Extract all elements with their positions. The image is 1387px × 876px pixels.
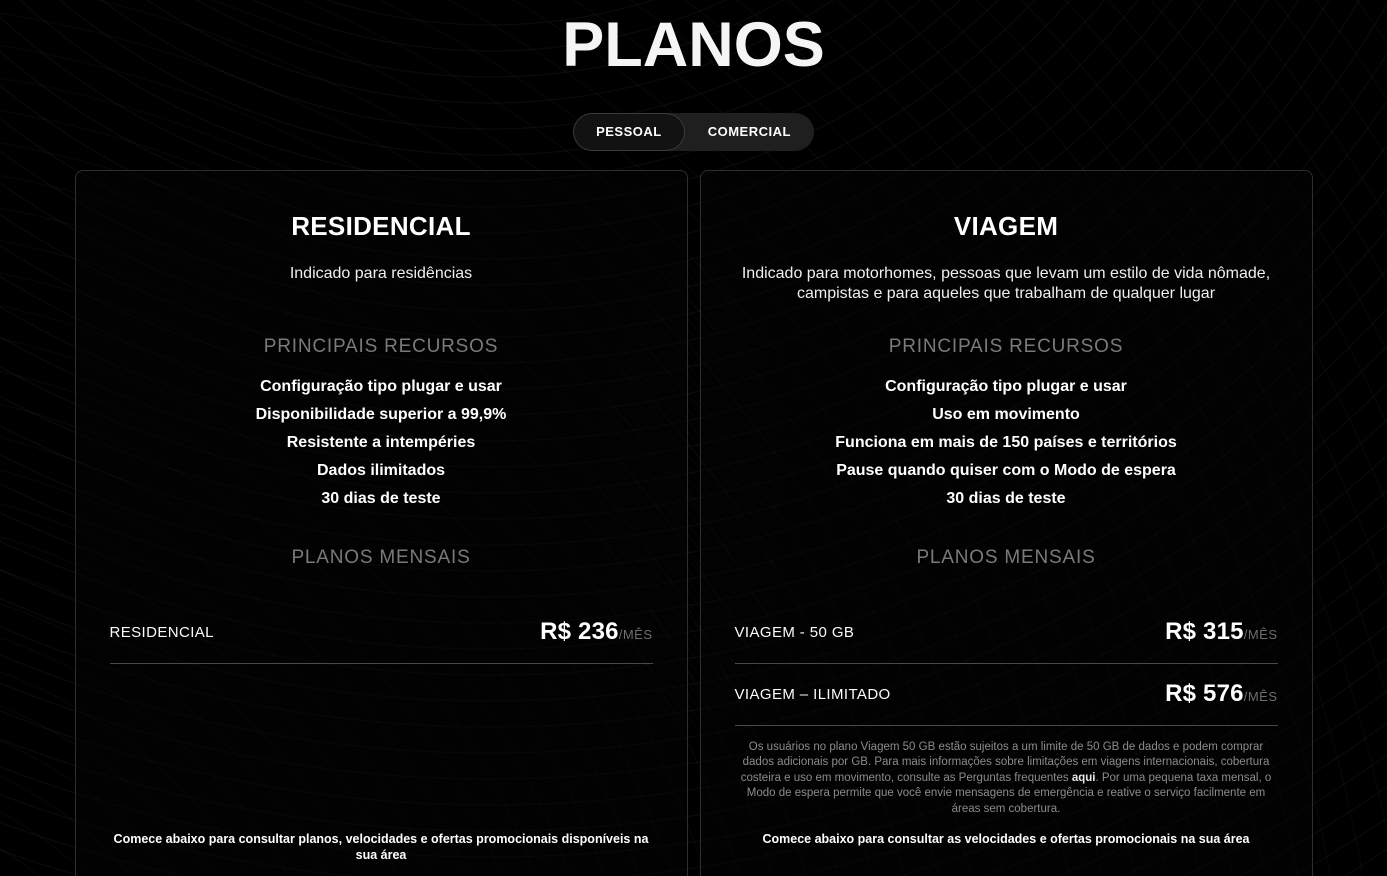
price-value: R$ 236 (540, 618, 619, 646)
feature-item: Dados ilimitados (316, 461, 446, 479)
plan-name: VIAGEM – ILIMITADO (734, 685, 891, 703)
feature-item: Configuração tipo plugar e usar (260, 377, 502, 395)
price-period: /MÊS (1243, 689, 1278, 705)
plan-row-viagem-ilimitado (735, 664, 1278, 726)
plan-row-viagem-50gb (735, 602, 1278, 664)
features-heading: PRINCIPAIS RECURSOS (888, 335, 1124, 357)
bottom-note: Comece abaixo para consultar as velocidades e ofertas promocionais na sua área (762, 831, 1250, 846)
card-subtitle: Indicado para residências (289, 264, 473, 282)
plans-heading: PLANOS MENSAIS (916, 546, 1096, 568)
plans-list (110, 602, 653, 664)
plan-footnote (735, 740, 1278, 818)
price-value: R$ 315 (1165, 618, 1244, 646)
plan-type-toggle-wrap (0, 113, 1387, 151)
footnote-text-after: . Por uma pequena taxa mensal, o Modo de espera permite que você envie mensagens de emergência e reative o serviço facilmente em áreas sem cobertura. (746, 771, 1272, 815)
plan-price (540, 618, 652, 646)
card-title: RESIDENCIAL (291, 210, 471, 241)
feature-item: Uso em movimento (932, 405, 1080, 423)
feature-item: Configuração tipo plugar e usar (885, 377, 1127, 395)
plan-row-residencial (110, 602, 653, 664)
card-viagem (700, 170, 1313, 876)
plans-list (735, 602, 1278, 726)
feature-item: 30 dias de teste (321, 489, 441, 507)
tab-comercial[interactable]: COMERCIAL (685, 113, 814, 151)
features-list (735, 373, 1278, 513)
feature-item: 30 dias de teste (946, 489, 1066, 507)
plan-price (1165, 618, 1277, 646)
plans-heading: PLANOS MENSAIS (291, 546, 471, 568)
card-residencial (75, 170, 688, 876)
feature-item: Funciona em mais de 150 países e territórios (835, 433, 1177, 451)
plan-name: VIAGEM - 50 GB (734, 623, 855, 641)
footnote-link-aqui[interactable]: aqui (1071, 771, 1096, 784)
feature-item: Pause quando quiser com o Modo de espera (836, 461, 1176, 479)
features-heading: PRINCIPAIS RECURSOS (263, 335, 499, 357)
features-list (110, 373, 653, 513)
feature-item: Disponibilidade superior a 99,9% (255, 405, 507, 423)
card-subtitle: Indicado para motorhomes, pessoas que levam um estilo de vida nômade, campistas e para aqueles que trabalham de qualquer lugar (741, 264, 1271, 302)
footnote-text-before: Os usuários no plano Viagem 50 GB estão sujeitos a um limite de 50 GB de dados e podem comprar dados adicionais por GB. Para mais informações sobre limitações em viagens internacionais, cobertura costeira e uso em movimento, consulte as Perguntas frequentes (740, 740, 1270, 784)
tab-pessoal[interactable]: PESSOAL (573, 113, 685, 151)
price-period: /MÊS (1243, 627, 1278, 643)
plan-cards (0, 170, 1387, 876)
page-title: PLANOS (562, 10, 825, 80)
bottom-note: Comece abaixo para consultar planos, velocidades e ofertas promocionais disponíveis na sua área (113, 831, 649, 862)
price-value: R$ 576 (1165, 680, 1244, 708)
feature-item: Resistente a intempéries (286, 433, 476, 451)
card-title: VIAGEM (953, 210, 1059, 241)
price-period: /MÊS (618, 627, 653, 643)
plan-name: RESIDENCIAL (109, 623, 214, 641)
plan-type-toggle (573, 113, 814, 151)
plan-price (1165, 680, 1277, 708)
